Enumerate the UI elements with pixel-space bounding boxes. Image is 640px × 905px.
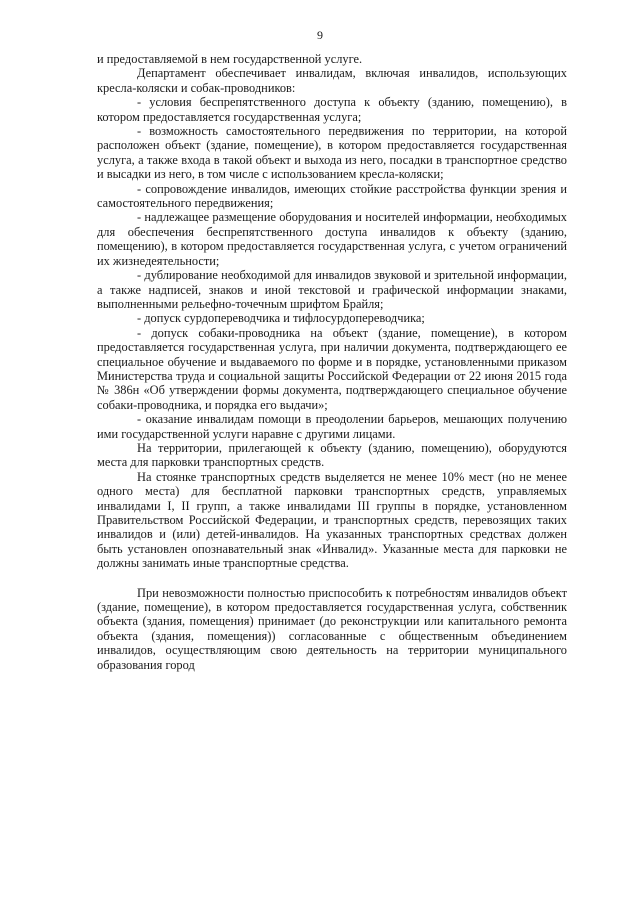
list-item-access-conditions: - условия беспрепятственного доступа к объекту (зданию, помещению), в котором предоставляется государственная услуга; bbox=[97, 95, 567, 124]
list-item-escort: - сопровождение инвалидов, имеющих стойкие расстройства функции зрения и самостоятельного передвижения; bbox=[97, 181, 567, 211]
paragraph-continuation: и предоставляемой в нем государственной услуге. bbox=[97, 52, 363, 66]
list-item-interpreter: - допуск сурдопереводчика и тифлосурдопереводчика; bbox=[137, 311, 425, 326]
list-item-assistance: - оказание инвалидам помощи в преодолении барьеров, мешающих получению ими государственной услуги наравне с другими лицами. bbox=[97, 412, 567, 441]
list-item-duplication: - дублирование необходимой для инвалидов звуковой и зрительной информации, а также надписей, знаков и иной текстовой и графической информации знаками, выполненными рельефно-точечным шрифтом Брайля; bbox=[97, 268, 567, 311]
paragraph-department-provides: Департамент обеспечивает инвалидам, включая инвалидов, использующих кресла-коляски и собак-проводников: bbox=[97, 66, 567, 95]
paragraph-parking-area: На территории, прилегающей к объекту (зданию, помещению), оборудуются места для парковки транспортных средств. bbox=[97, 440, 567, 470]
list-item-movement: - возможность самостоятельного передвижения по территории, на которой расположен объект (здание, помещение), в котором предоставляется государственная услуга, а также входа в такой объект и выхода из него, посадки в транспортное средство и высадки из него, в том числе с использованием кресла-коляски; bbox=[97, 124, 567, 182]
list-item-equipment-placement: - надлежащее размещение оборудования и носителей информации, необходимых для обеспечения беспрепятственного доступа инвалидов к объекту (зданию, помещению), в котором предоставляется государственная услуга, с учетом ограничений их жизнедеятельности; bbox=[97, 210, 567, 268]
list-item-guide-dog: - допуск собаки-проводника на объект (здание, помещение), в котором предоставляется государственная услуга, при наличии документа, подтверждающего ее специальное обучение и выдаваемого по форме и в порядке, установленными приказом Министерства труда и социальной защиты Российской Федерации от 22 июня 2015 года № 386н «Об утверждении формы документа, подтверждающего специальное обучение собаки-проводника, и порядка его выдачи»; bbox=[97, 325, 567, 412]
paragraph-parking-spaces: На стоянке транспортных средств выделяется не менее 10% мест (но не менее одного места) для бесплатной парковки транспортных средств, управляемых инвалидами I, II групп, а также инвалидами III группы в порядке, установленном Правительством Российской Федерации, и транспортных средств, перевозящих таких инвалидов и (или) детей-инвалидов. На указанных транспортных средствах должен быть установлен опознавательный знак «Инвалид». Указанные места для парковки не должны занимать иные транспортные средства. bbox=[97, 469, 567, 571]
document-body bbox=[97, 52, 567, 672]
paragraph-adaptation: При невозможности полностью приспособить к потребностям инвалидов объект (здание, помещение), в котором предоставляется государственная услуга, собственник объекта (здания, помещения) принимает (до реконструкции или капитального ремонта объекта (здания, помещения)) согласованные с общественным объединением инвалидов, осуществляющим свою деятельность на территории муниципального образования город bbox=[97, 585, 567, 672]
page-number: 9 bbox=[317, 28, 323, 42]
